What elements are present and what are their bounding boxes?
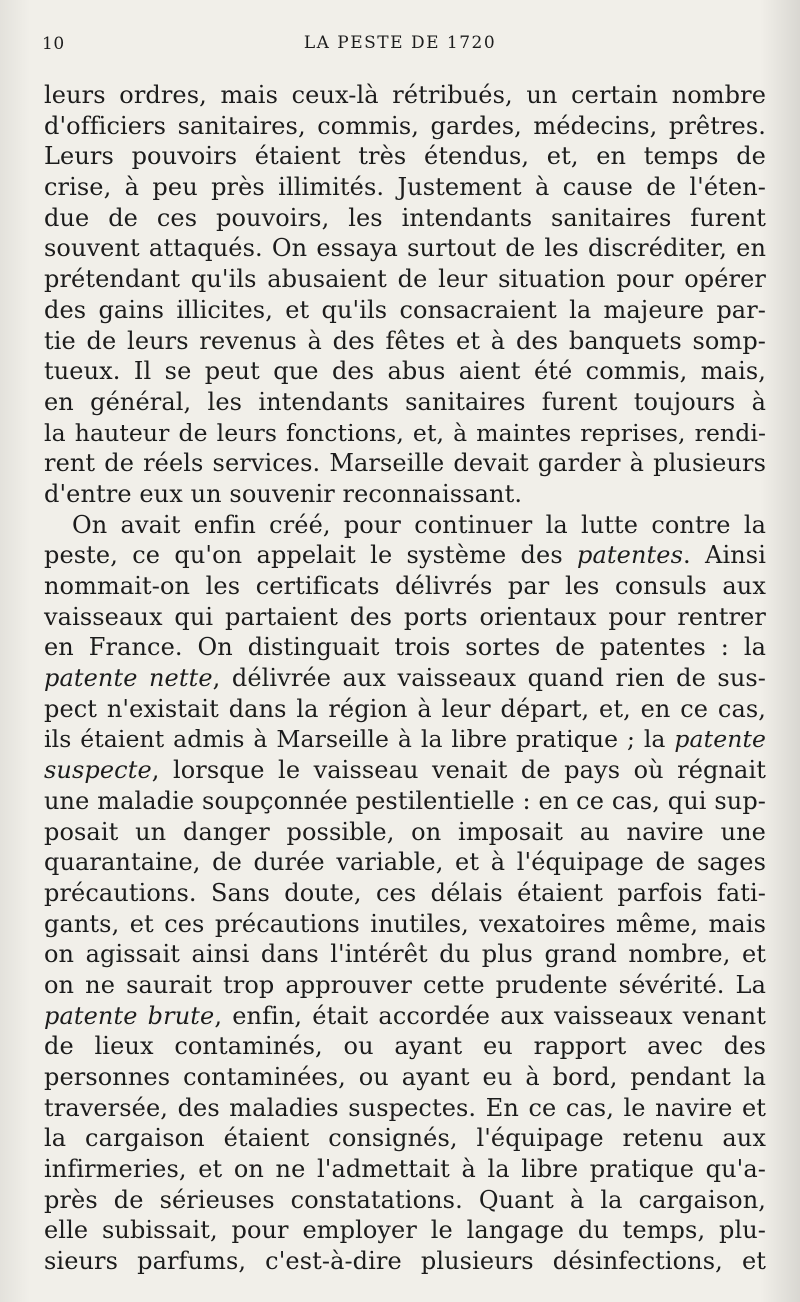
italic-term: patentes (577, 541, 683, 570)
text-line: infirmeries, et on ne l'admettait à la libre pratique qu'a- (44, 1155, 766, 1184)
text-segment: , lorsque le vaisseau venait de pays où régnait (151, 756, 766, 785)
text-line (44, 1001, 766, 1032)
text-segment: peste, ce qu'on appelait le système des (44, 541, 578, 570)
text-line: On avait enfin créé, pour continuer la lutte contre la (72, 510, 766, 539)
text-line: souvent attaqués. On essaya surtout de les discréditer, en (44, 234, 766, 263)
text-line: la cargaison étaient consignés, l'équipage retenu aux (44, 1124, 766, 1153)
text-line (44, 540, 766, 571)
text-line: crise, à peu près illimités. Justement à cause de l'éten- (44, 173, 766, 202)
text-line: une maladie soupçonnée pestilentielle : en ce cas, qui sup- (44, 786, 766, 815)
text-line (44, 724, 766, 755)
text-segment: , délivrée aux vaisseaux quand rien de sus- (212, 664, 767, 693)
text-line: due de ces pouvoirs, les intendants sanitaires furent (44, 203, 766, 232)
text-line: Leurs pouvoirs étaient très étendus, et, en temps de (44, 142, 766, 171)
text-line (44, 663, 766, 694)
italic-term: patente brute (44, 1001, 215, 1030)
text-line: des gains illicites, et qu'ils consacraient la majeure par- (44, 295, 766, 324)
text-line: de lieux contaminés, ou ayant eu rapport avec des (44, 1032, 766, 1061)
text-segment: . Ainsi (683, 541, 766, 570)
text-line: pect n'existait dans la région à leur départ, et, en ce cas, (44, 694, 766, 723)
italic-term: patente nette (44, 664, 213, 693)
text-line: précautions. Sans doute, ces délais étaient parfois fati- (44, 878, 766, 907)
text-line: posait un danger possible, on imposait au navire une (44, 817, 766, 846)
text-line: près de sérieuses constatations. Quant à la cargaison, (44, 1185, 766, 1214)
text-line: on agissait ainsi dans l'intérêt du plus grand nombre, et (44, 940, 766, 969)
text-line: sieurs parfums, c'est-à-dire plusieurs désinfections, et (44, 1247, 766, 1276)
text-line: vaisseaux qui partaient des ports orientaux pour rentrer (44, 602, 766, 631)
italic-term: patente (674, 725, 766, 754)
italic-term: suspecte (44, 756, 152, 785)
text-line: en France. On distinguait trois sortes de patentes : la (44, 633, 766, 662)
text-line: la hauteur de leurs fonctions, et, à maintes reprises, rendi- (44, 418, 766, 447)
text-segment: ils étaient admis à Marseille à la libre pratique ; la (44, 725, 675, 754)
text-line: quarantaine, de durée variable, et à l'équipage de sages (44, 848, 766, 877)
text-line: traversée, des maladies suspectes. En ce cas, le navire et (44, 1093, 766, 1122)
text-line: d'officiers sanitaires, commis, gardes, médecins, prêtres. (44, 111, 766, 140)
text-line: leurs ordres, mais ceux-là rétribués, un certain nombre (44, 81, 766, 109)
text-line (44, 755, 766, 786)
text-line: tueux. Il se peut que des abus aient été commis, mais, (44, 357, 766, 386)
text-line: d'entre eux un souvenir reconnaissant. (44, 479, 523, 508)
text-line: on ne saurait trop approuver cette prudente sévérité. La (44, 970, 766, 999)
text-line: rent de réels services. Marseille devait garder à plusieurs (44, 449, 766, 478)
text-line: gants, et ces précautions inutiles, vexatoires même, mais (44, 909, 766, 938)
text-line: personnes contaminées, ou ayant eu à bord, pendant la (44, 1063, 766, 1091)
page-number: 10 (42, 34, 65, 54)
text-line: tie de leurs revenus à des fêtes et à des banquets somp- (44, 326, 766, 355)
text-line: prétendant qu'ils abusaient de leur situation pour opérer (44, 265, 766, 294)
body-text (44, 80, 766, 1277)
text-line: en général, les intendants sanitaires furent toujours à (44, 387, 766, 416)
running-title: LA PESTE DE 1720 (303, 33, 497, 53)
text-line: nommait-on les certificats délivrés par les consuls aux (44, 572, 766, 600)
text-line: elle subissait, pour employer le langage du temps, plu- (44, 1216, 766, 1245)
text-segment: , enfin, était accordée aux vaisseaux venant (214, 1001, 766, 1030)
